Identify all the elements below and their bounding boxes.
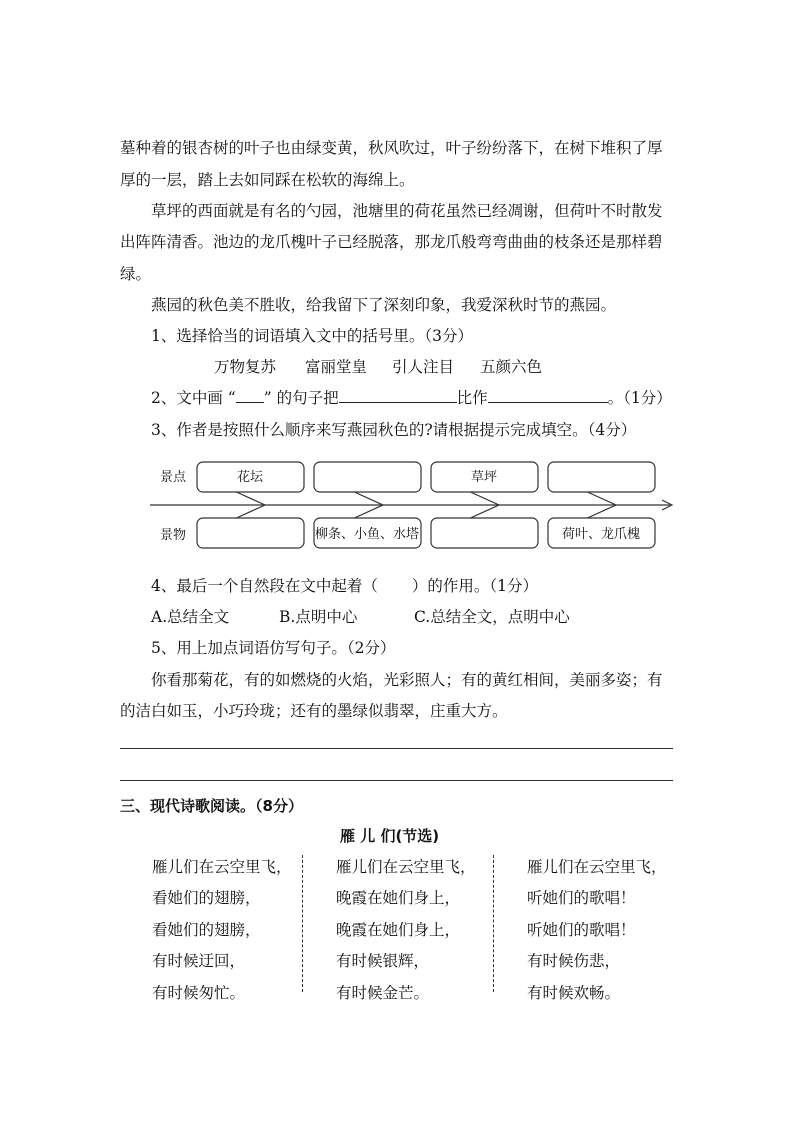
question-5: 5、用上加点词语仿写句子。（2分） xyxy=(151,639,396,657)
example-sentence: 你看那菊花，有的如燃烧的火焰，光彩照人；有的黄红相间，美丽多姿；有 xyxy=(151,671,663,689)
poem-line: 雁儿们在云空里飞， xyxy=(527,858,667,876)
poem-line: 有时候迂回， xyxy=(152,952,246,970)
question-3: 3、作者是按照什么顺序来写燕园秋色的?请根据提示完成填空。（4分） xyxy=(151,421,637,439)
passage-line: 出阵阵清香。池边的龙爪槐叶子已经脱落，那龙爪般弯弯曲曲的枝条还是那样碧 xyxy=(120,233,663,251)
word-option: 富丽堂皇 xyxy=(305,358,368,376)
choice-option[interactable]: B.点明中心 xyxy=(279,608,358,626)
diagram-box-text: 柳条、小鱼、水塔 xyxy=(314,527,420,542)
choice-option[interactable]: A.总结全文 xyxy=(151,608,230,626)
example-sentence: 的洁白如玉，小巧玲珑；还有的墨绿似翡翠，庄重大方。 xyxy=(120,702,508,720)
column-divider xyxy=(302,855,303,992)
answer-line[interactable] xyxy=(120,780,673,781)
answer-line[interactable] xyxy=(120,748,673,749)
poem-line: 雁儿们在云空里飞， xyxy=(336,858,476,876)
poem-line: 有时候欢畅。 xyxy=(527,984,621,1002)
diagram-box-top[interactable] xyxy=(548,462,655,492)
answer-blank[interactable] xyxy=(339,388,457,403)
underline-blank xyxy=(236,388,264,403)
question-1: 1、选择恰当的词语填入文中的括号里。（3分） xyxy=(151,327,473,345)
poem-line: 看她们的翅膀， xyxy=(152,921,261,939)
word-option: 五颜六色 xyxy=(480,358,543,376)
question-4-text: ）的作用。（1分） xyxy=(411,577,538,595)
question-2 xyxy=(151,388,676,408)
sequence-diagram xyxy=(150,455,680,555)
poem-line: 有时候匆忙。 xyxy=(152,984,246,1002)
question-2-text: 。（1分） xyxy=(607,389,672,407)
column-divider xyxy=(493,855,494,992)
poem-title: 雁 儿 们(节选) xyxy=(340,827,440,845)
poem-line: 有时候伤悲， xyxy=(527,952,621,970)
passage-line: 绿。 xyxy=(120,265,152,283)
poem-line: 看她们的翅膀， xyxy=(152,889,261,907)
question-2-text: 比作 xyxy=(456,389,488,407)
poem-line: 听她们的歌唱！ xyxy=(527,889,636,907)
question-2-text: ” 的句子把 xyxy=(263,389,339,407)
poem-line: 雁儿们在云空里飞， xyxy=(152,858,292,876)
passage-line: 厚的一层，踏上去如同踩在松软的海绵上。 xyxy=(120,171,415,189)
passage-line: 草坪的西面就是有名的勺园，池塘里的荷花虽然已经凋谢，但荷叶不时散发 xyxy=(151,202,663,220)
poem-line: 有时候金芒。 xyxy=(336,984,430,1002)
diagram-box-bottom[interactable] xyxy=(197,518,304,548)
diagram-box-text: 花坛 xyxy=(236,470,264,485)
row-label: 景点 xyxy=(160,470,187,485)
question-2-text: 2、文中画 “ xyxy=(151,389,236,407)
diagram-box-text: 草坪 xyxy=(470,470,498,485)
poem-line: 晚霞在她们身上， xyxy=(336,921,461,939)
question-4 xyxy=(151,576,676,596)
poem-line: 有时候银辉， xyxy=(336,952,430,970)
diagram-box-bottom[interactable] xyxy=(431,518,538,548)
question-4-text: 4、最后一个自然段在文中起着（ xyxy=(151,577,378,595)
answer-blank[interactable] xyxy=(488,388,608,403)
word-option: 引人注目 xyxy=(392,358,455,376)
diagram-box-top[interactable] xyxy=(314,462,421,492)
row-label: 景物 xyxy=(160,528,187,543)
diagram-box-text: 荷叶、龙爪槐 xyxy=(561,527,641,542)
poem-line: 听她们的歌唱！ xyxy=(527,921,636,939)
passage-line: 墓种着的银杏树的叶子也由绿变黄，秋风吹过，叶子纷纷落下，在树下堆积了厚 xyxy=(120,139,663,157)
section-heading: 三、现代诗歌阅读。（8分） xyxy=(120,797,303,815)
choice-option[interactable]: C.总结全文，点明中心 xyxy=(414,608,570,626)
passage-line: 燕园的秋色美不胜收，给我留下了深刻印象，我爱深秋时节的燕园。 xyxy=(151,296,617,314)
poem-line: 晚霞在她们身上， xyxy=(336,889,461,907)
word-option: 万物复苏 xyxy=(214,358,277,376)
